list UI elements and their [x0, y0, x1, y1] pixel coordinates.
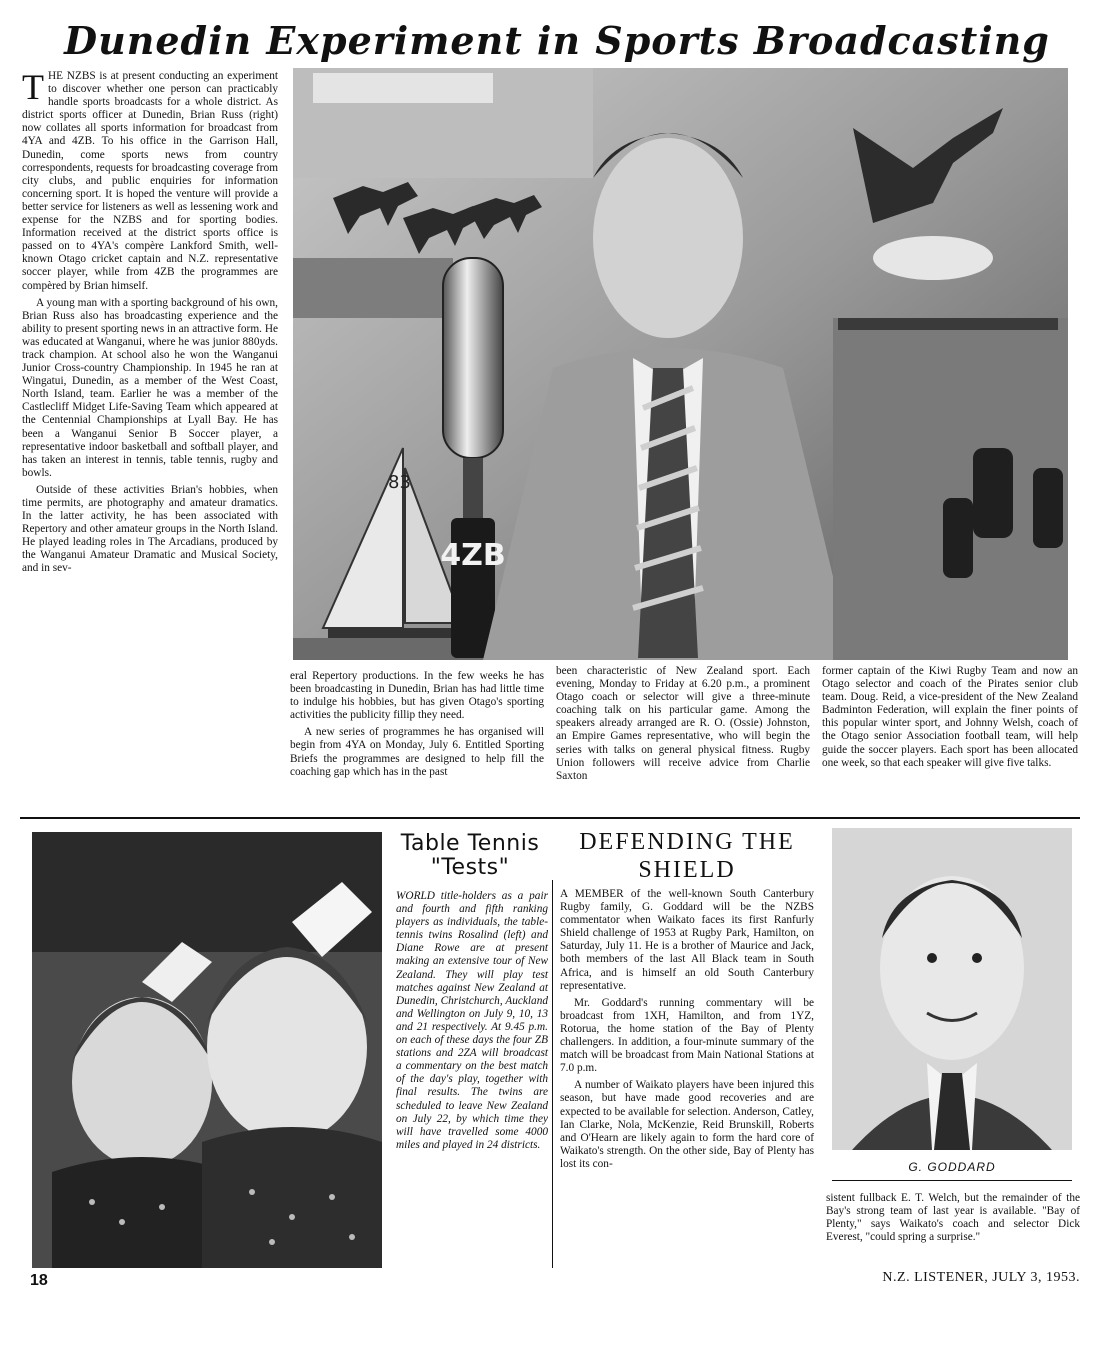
- caption-rule: [832, 1180, 1072, 1181]
- goddard-caption: G. GODDARD: [908, 1160, 996, 1174]
- goddard-illustration: [832, 828, 1072, 1150]
- table-tennis-title-line2: "Tests": [430, 855, 510, 880]
- shield-para2: Mr. Goddard's running commentary will be broadcast from 1XH, Hamilton, and from 1YZ, Rotorua, the home station of the Bay of Plenty challengers. In addition, a four-minute summary of the match will be broadcast from Main National Stations at 7.0 p.m.: [560, 996, 814, 1075]
- shield-para1: A MEMBER of the well-known South Canterbury Rugby family, G. Goddard will be the NZBS commentator when Waikato faces its first Ranfurly Shield challenge of 1953 at Rugby Park, Hamilton, on Saturday, July 11. He is a brother of Maurice and Jack, both members of the last All Black team in South Africa, and is himself an old South Canterbury representative.: [560, 888, 814, 992]
- main-article-para3: Outside of these activities Brian's hobbies, when time permits, are photography and amateur dramatics. In the latter activity, he has been associated with Repertory and other amateur groups in the North Island. He played leading roles in The Arcadians, produced by the Wanganui Amateur Dramatic and Musical Society, and in sev-: [22, 483, 278, 575]
- shield-body: [560, 888, 814, 1175]
- rowe-twins-photo: [32, 832, 382, 1268]
- headline: Dunedin Experiment in Sports Broadcasting: [64, 18, 1050, 63]
- main-article-col3-para1: been characteristic of New Zealand sport. Each evening, Monday to Friday at 6.20 p.m., a prominent Otago coach or selector will give a three-minute coaching talk on his particular game. Among the speakers already arranged are R. O. (Ossie) Johnston, an Empire Games representative, who will begin the series with talks on general physical fitness. Rugby Union followers will receive advice from Charlie Saxton: [556, 665, 810, 782]
- main-article-para2: A young man with a sporting background of his own, Brian Russ also has broadcasting experience and the ability to present sporting news in an attractive form. He was educated at Wanganui, where he was junior 880yds. track champion. At school also he won the Wanganui Junior Cross-country Championship. In 1945 he ran at Wingatui, Dunedin, as a member of the West Coast, North Island, team. Earlier he was a member of the Castlecliff Midget Life-Saving Team which appeared at the Centennial Championships at Lyall Bay. He has been a Wanganui Senior B Soccer player, a representative indoor basketball and softball player, and has taken an interest in tennis, table tennis, rugby and bowls.: [22, 296, 278, 479]
- section-divider: [20, 817, 1080, 819]
- main-article-col4: [822, 665, 1078, 774]
- table-tennis-text: WORLD title-holders as a pair and fourth and fifth ranking players as individuals, the table-tennis twins Rosalind (left) and Diane Rowe are at present making an extensive tour of New Zealand. They will play test matches against New Zealand at Dunedin, Christchurch, Auckland and Wellington on July 9, 10, 13 and 21 respectively. At 9.45 p.m. on each of these days the four ZB stations and 2ZA will broadcast a commentary on the best match of the day's play, together with final results. The twins are scheduled to leave New Zealand on July 22, by which time they will have travelled some 4000 miles and played in 24 districts.: [396, 890, 548, 1151]
- shield-title-line1: DEFENDING THE: [579, 829, 795, 855]
- mic-label: 4ZB: [440, 538, 506, 573]
- publication-line: N.Z. LISTENER, JULY 3, 1953.: [882, 1270, 1080, 1285]
- main-article-col2-para1: eral Repertory productions. In the few weeks he has been broadcasting in Dunedin, Brian has had little time to indulge his hobbies, but has given Otago's sporting activities the publicity fillip they need.: [290, 670, 544, 722]
- column-rule: [552, 880, 553, 1268]
- shield-para4: sistent fullback E. T. Welch, but the remainder of the Bay's strong team of last year is available. "Bay of Plenty," says Waikato's coach and selector Dick Everest, "could spring a surprise.": [826, 1192, 1080, 1244]
- shield-continued: [826, 1192, 1080, 1248]
- main-article-col2-para2: A new series of programmes he has organised will begin from 4YA on Monday, July 6. Entitled Sporting Briefs the programmes are designed to help fill the coaching gap which has in the past: [290, 726, 544, 778]
- table-tennis-body: [396, 890, 548, 1156]
- shield-title-line2: SHIELD: [638, 857, 736, 883]
- goddard-portrait: [832, 828, 1072, 1150]
- photo-montage-illustration: [293, 68, 1068, 660]
- shield-title: [558, 828, 816, 884]
- shield-para3: A number of Waikato players have been injured this season, but have made good recoveries and are expected to be available for selection. Anderson, Catley, Ian Clarke, Nola, McKenzie, Reid Brunskill, Roberts and O'Hearn are likely again to form the hard core of Waikato's strength. On the other side, Bay of Plenty has lost its con-: [560, 1079, 814, 1170]
- brian-russ-photo: [293, 68, 1068, 660]
- main-article-col2: [290, 670, 544, 783]
- table-tennis-title-line1: Table Tennis: [400, 831, 540, 856]
- main-article-para1: HE NZBS is at present conducting an experiment to discover whether one person can practicably handle sports broadcasts for a whole district. As district sports officer at Dunedin, Brian Russ (right) now collates all sports information for broadcast from 4YA and 4ZB. To his office in the Garrison Hall, Dunedin, come sports news from country correspondents, requests for broadcasting coverage from city clubs, and public enquiries for information concerning sport. It is hoped the venture will provide a better service for listeners as well as lessening work and expense for the NZBS and for sporting bodies. Information received at the district sports office is passed on to 4YA's compère Lankford Smith, well-known Otago cricket captain and N.Z. representative soccer player, while from 4ZB the programmes are compèred by Brian himself.: [22, 70, 278, 292]
- svg-text:83: 83: [388, 472, 411, 493]
- main-article-col4-para1: former captain of the Kiwi Rugby Team and now an Otago selector and coach of the Pirates senior club team. Doug. Reid, a vice-president of the New Zealand Badminton Federation, will explain the finer points of this popular winter sport, and Johnny Welsh, coach of the Otago senior Association football team, will help guide the soccer players. Each sport has been allocated one week, so that each speaker will give five talks.: [822, 665, 1078, 769]
- drop-cap: T: [22, 67, 44, 107]
- main-article-col3: [556, 665, 810, 787]
- main-article-col1: [22, 67, 278, 580]
- page-number: 18: [30, 1272, 48, 1289]
- twins-illustration: [32, 832, 382, 1268]
- table-tennis-title: [390, 832, 550, 880]
